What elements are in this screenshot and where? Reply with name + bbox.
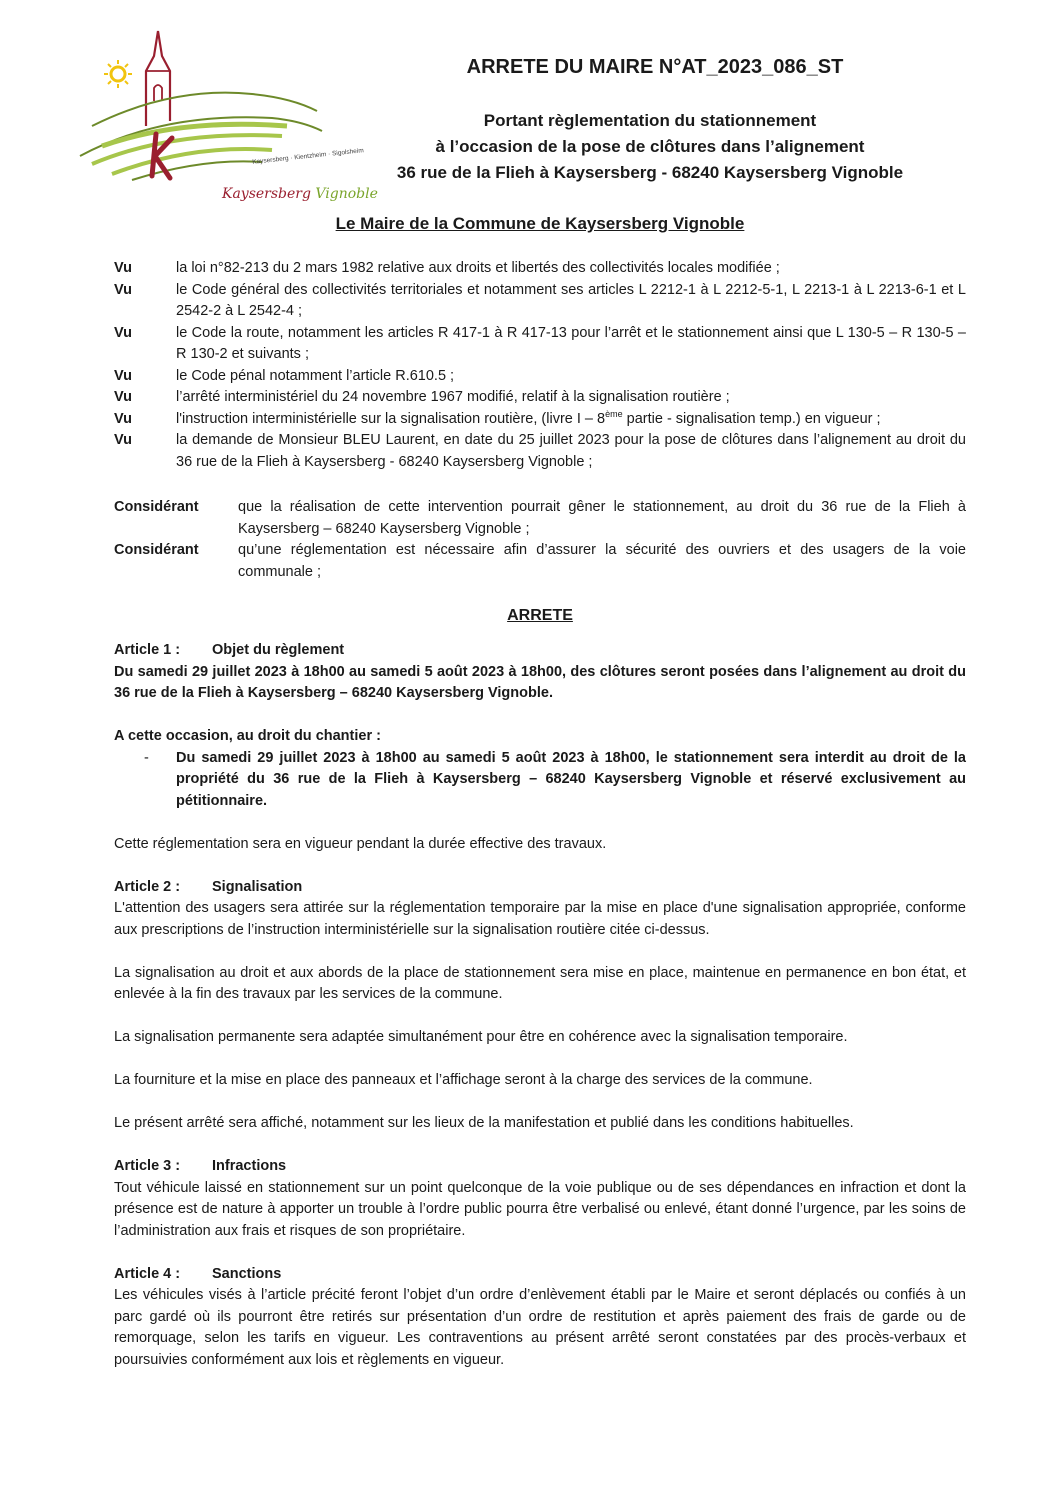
article-3-paragraph: Tout véhicule laissé en stationnement sur un point quelconque de la voie publique ou de ses dépendances en infraction et dont la présence est de nature à apporter un trouble à l’ordre public pourra être verbalisé ou enlevé, étant donné l’urgence, par les soins de l’administration aux frais et risques de son propriétaire.: [114, 1179, 966, 1239]
article-number: Article 1 :: [114, 642, 181, 658]
article-title: Objet du règlement: [212, 642, 345, 658]
logo-name-part2: Vignoble: [315, 186, 378, 202]
article-title: Sanctions: [212, 1265, 282, 1282]
vu-item: [114, 387, 966, 409]
vu-item: [114, 258, 966, 280]
article-2-paragraph: La signalisation permanente sera adaptée simultanément pour être en cohérence avec la signalisation temporaire.: [114, 1029, 848, 1045]
article-title: Infractions: [212, 1158, 287, 1174]
instruction-before: l'instruction interministérielle sur la signalisation routière, (livre I – 8: [176, 410, 606, 427]
logo-name-part1: Kaysersberg: [222, 186, 311, 202]
article-2-heading: [114, 877, 966, 899]
vu-text: le Code général des collectivités territoriales et notamment ses articles L 2212-1 à L 2212-5-1, L 2213-1 à L 2213-6-1 et L 2542-2 à L 2542-4 ;: [176, 281, 966, 319]
article-1-bullet: [114, 748, 966, 813]
vu-item: [114, 280, 966, 323]
logo-name: [222, 186, 378, 202]
considerant-label: Considérant: [114, 499, 199, 515]
article-1-dates: Du samedi 29 juillet 2023 à 18h00 au samedi 5 août 2023 à 18h00, des clôtures seront posées dans l’alignement au droit du 36 rue de la Flieh à Kaysersberg – 68240 Kaysersberg Vignoble.: [114, 663, 966, 701]
vu-text: la loi n°82-213 du 2 mars 1982 relative aux droits et libertés des collectivités locales modifiée ;: [176, 260, 780, 276]
vu-item: [114, 323, 966, 366]
vu-text-instruction: [176, 409, 966, 431]
instruction-sup: ème: [605, 408, 623, 419]
instruction-after: partie - signalisation temp.) en vigueur ;: [622, 410, 881, 427]
subtitle-line-3: 36 rue de la Flieh à Kaysersberg - 68240 Kaysersberg Vignoble: [396, 163, 904, 182]
vu-text: le Code la route, notamment les articles R 417-1 à R 417-13 pour l’arrêt et le stationnement ainsi que L 130-5 – R 130-5 – R 130-2 et suivants ;: [176, 324, 966, 362]
article-3-heading: [114, 1156, 966, 1178]
article-4-heading: [114, 1264, 966, 1286]
article-1-heading: [114, 640, 966, 662]
article-2-paragraph: Le présent arrêté sera affiché, notamment sur les lieux de la manifestation et publié dans les conditions habituelles.: [114, 1115, 854, 1131]
bullet-dash: -: [144, 749, 149, 766]
logo-villages: Kaysersberg · Kientzheim · Sigolsheim: [251, 147, 365, 166]
vu-label: Vu: [114, 367, 132, 384]
vu-label: Vu: [114, 260, 132, 276]
article-1-duration: Cette réglementation sera en vigueur pendant la durée effective des travaux.: [114, 835, 607, 852]
vu-section: [114, 258, 966, 473]
article-1-occasion: A cette occasion, au droit du chantier :: [114, 728, 381, 744]
document-title: ARRETE DU MAIRE N°AT_2023_086_ST: [466, 56, 844, 78]
considerant-item: [114, 540, 966, 583]
article-2-paragraph: La signalisation au droit et aux abords de la place de stationnement sera mise en place, maintenue en permanence en bon état, et enlevée à la fin des travaux par les services de la commune.: [114, 964, 966, 1002]
bullet-text: Du samedi 29 juillet 2023 à 18h00 au samedi 5 août 2023 à 18h00, le stationnement sera interdit au droit de la propriété du 36 rue de la Flieh à Kaysersberg – 68240 Kaysersberg Vignoble et réservé exclusivement au pétitionnaire.: [176, 749, 966, 809]
article-2-paragraph: La fourniture et la mise en place des panneaux et l’affichage seront à la charge des services de la commune.: [114, 1072, 813, 1088]
vu-label: Vu: [114, 389, 132, 405]
vu-label: Vu: [114, 410, 132, 427]
subtitle-line-1: Portant règlementation du stationnement: [483, 111, 817, 130]
commune-logo: [72, 26, 378, 202]
mayor-heading: Le Maire de la Commune de Kaysersberg Vignoble: [335, 214, 745, 233]
vu-text: l’arrêté interministériel du 24 novembre 1967 modifié, relatif à la signalisation routière ;: [176, 389, 730, 405]
considerant-section: [114, 497, 966, 583]
vu-item: [114, 430, 966, 473]
article-number: Article 4 :: [114, 1265, 181, 1282]
vu-text: le Code pénal notamment l’article R.610.5 ;: [176, 367, 455, 384]
article-4-paragraph: Les véhicules visés à l’article précité feront l’objet d’un ordre d’enlèvement établi par le Maire et seront déplacés ou confiés à un parc gardé où ils pourront être retirés sur présentation d’un ordre de restitution et après paiement des frais de garde ou de remorquage, selon les tarifs en vigueur. Les contraventions au présent arrêté seront constatées par des procès-verbaux et poursuivies conformément aux lois et règlements en vigueur.: [114, 1287, 966, 1368]
article-number: Article 3 :: [114, 1158, 181, 1174]
articles-body: [114, 640, 966, 1371]
considerant-label: Considérant: [114, 542, 199, 558]
considerant-text: que la réalisation de cette intervention pourrait gêner le stationnement, au droit du 36 rue de la Flieh à Kaysersberg – 68240 Kaysersberg Vignoble ;: [238, 499, 966, 537]
considerant-item: [114, 497, 966, 540]
vu-label: Vu: [114, 324, 132, 341]
article-title: Signalisation: [212, 878, 303, 895]
vu-item: [114, 409, 966, 431]
vu-label: Vu: [114, 281, 132, 298]
vu-label: Vu: [114, 432, 132, 448]
logo-graphic: [72, 26, 332, 191]
article-2-paragraph: L'attention des usagers sera attirée sur la réglementation temporaire par la mise en place d'une signalisation appropriée, conforme aux prescriptions de l’instruction interministérielle sur la signalisation routière citée ci-dessus.: [114, 900, 966, 938]
vu-text: la demande de Monsieur BLEU Laurent, en date du 25 juillet 2023 pour la pose de clôtures dans l’alignement au droit du 36 rue de la Flieh à Kaysersberg - 68240 Kaysersberg Vignoble ;: [176, 432, 966, 470]
subtitle-line-2: à l’occasion de la pose de clôtures dans l’alignement: [435, 137, 865, 156]
arrete-heading: ARRETE: [507, 607, 573, 624]
article-number: Article 2 :: [114, 878, 181, 895]
vu-item: [114, 366, 966, 388]
considerant-text: qu’une réglementation est nécessaire afin d’assurer la sécurité des ouvriers et des usagers de la voie communale ;: [238, 542, 966, 580]
document-subtitle: [370, 108, 930, 186]
